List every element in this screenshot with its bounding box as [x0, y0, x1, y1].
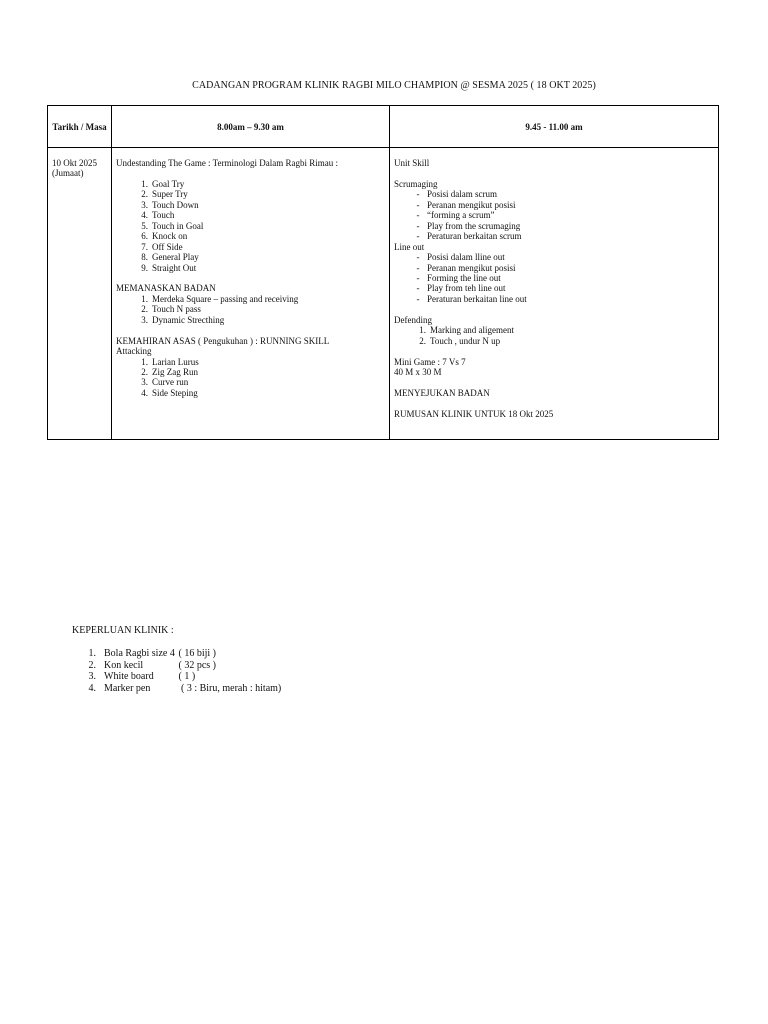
list-item-text: Play from the scrumaging: [427, 220, 521, 231]
defending-list: [394, 325, 714, 346]
list-item-text: Touch , undur N up: [430, 335, 501, 346]
requirement-qty: ( 1 ): [178, 671, 196, 683]
list-marker: -: [416, 262, 420, 273]
list-marker: 9.: [141, 262, 148, 273]
list-marker: -: [416, 231, 420, 242]
list-marker: -: [416, 272, 420, 283]
scrum-heading: Scrumaging: [394, 178, 438, 189]
list-marker: 4.: [141, 210, 148, 221]
list-item: [116, 179, 385, 189]
unit-skill-heading: Unit Skill: [394, 158, 430, 168]
warmup-list: [116, 294, 385, 325]
requirement-qty: ( 32 pcs ): [178, 659, 216, 671]
list-item: [116, 294, 385, 304]
requirement-name: Bola Ragbi size 4: [104, 648, 175, 660]
list-item: [116, 377, 385, 387]
document-title: CADANGAN PROGRAM KLINIK RAGBI MILO CHAMPION @ SESMA 2025 ( 18 OKT 2025): [192, 80, 596, 91]
list-item: [394, 336, 714, 346]
defending-heading: Defending: [394, 314, 432, 325]
list-item: [116, 252, 385, 262]
list-item: [116, 357, 385, 367]
list-item-text: Touch Down: [152, 199, 199, 210]
list-item: [394, 294, 714, 304]
list-marker: 4.: [88, 682, 96, 694]
day-text: (Jumaat): [52, 168, 84, 179]
list-item: [394, 189, 714, 199]
list-marker: 7.: [141, 241, 148, 252]
cooldown-text: MENYEJUKAN BADAN: [394, 387, 490, 398]
list-item-text: Touch N pass: [152, 304, 201, 315]
list-item-text: Side Steping: [152, 387, 198, 398]
requirement-item: [72, 683, 281, 695]
requirements-section: [72, 625, 281, 695]
list-item: [394, 273, 714, 283]
list-item-text: Super Try: [152, 189, 188, 200]
list-item-text: Zig Zag Run: [152, 367, 198, 378]
list-item: [116, 315, 385, 325]
requirement-qty: ( 3 : Biru, merah : hitam): [178, 682, 282, 694]
scrum-list: [394, 189, 714, 241]
list-item-text: Knock on: [152, 231, 188, 242]
list-item-text: Peraturan berkaitan line out: [427, 293, 527, 304]
list-item: [394, 200, 714, 210]
requirements-list: [72, 648, 281, 694]
list-marker: 1.: [88, 648, 96, 660]
list-item: [116, 231, 385, 241]
list-marker: 4.: [141, 387, 148, 398]
list-marker: 5.: [141, 220, 148, 231]
list-item: [116, 210, 385, 220]
list-marker: 3.: [141, 199, 148, 210]
list-marker: 1.: [419, 325, 426, 336]
field-size-text: 40 M x 30 M: [394, 367, 442, 378]
list-marker: 2.: [88, 659, 96, 671]
session-1-cell: [112, 148, 390, 440]
list-marker: 2.: [419, 335, 426, 346]
list-item: [394, 221, 714, 231]
list-item-text: Marking and aligement: [430, 325, 514, 336]
list-item: [116, 304, 385, 314]
list-item: [116, 388, 385, 398]
session-1-intro: Undestanding The Game : Terminologi Dalam Ragbi Rimau :: [116, 158, 338, 168]
list-item: [116, 367, 385, 377]
header-session-2: 9.45 - 11.00 am: [390, 106, 719, 148]
list-item: [394, 263, 714, 273]
list-item-text: Curve run: [152, 377, 189, 388]
session-2-cell: [390, 148, 719, 440]
list-item: [394, 210, 714, 220]
requirement-item: [72, 671, 281, 683]
list-item: [394, 283, 714, 293]
list-item-text: Touch: [152, 210, 175, 221]
list-item-text: General Play: [152, 252, 199, 263]
list-item: [116, 242, 385, 252]
warmup-heading: MEMANASKAN BADAN: [116, 283, 216, 294]
list-marker: 2.: [141, 304, 148, 315]
list-marker: -: [416, 220, 420, 231]
date-cell: [48, 148, 112, 440]
list-item-text: Straight Out: [152, 262, 197, 273]
list-item-text: Peranan mengikut posisi: [427, 262, 516, 273]
requirement-name: Kon kecil: [104, 659, 144, 671]
list-item-text: Peranan mengikut posisi: [427, 199, 516, 210]
list-marker: -: [416, 199, 420, 210]
list-marker: 8.: [141, 252, 148, 263]
list-item-text: Dynamic Strecthing: [152, 314, 225, 325]
list-item-text: Off Side: [152, 241, 183, 252]
list-item: [116, 263, 385, 273]
list-marker: 3.: [88, 671, 96, 683]
list-item-text: “forming a scrum”: [427, 210, 495, 221]
skill-subheading: Attacking: [116, 346, 152, 357]
list-item-text: Goal Try: [152, 178, 185, 189]
list-item: [394, 231, 714, 241]
lineout-list: [394, 252, 714, 304]
list-marker: 3.: [141, 314, 148, 325]
list-item: [116, 189, 385, 199]
list-marker: 6.: [141, 231, 148, 242]
list-marker: -: [416, 283, 420, 294]
list-item-text: Touch in Goal: [152, 220, 204, 231]
skill-heading: KEMAHIRAN ASAS ( Pengukuhan ) : RUNNING SKILL: [116, 335, 330, 346]
list-item-text: Forming the line out: [427, 272, 501, 283]
list-item: [116, 221, 385, 231]
header-session-1: 8.00am – 9.30 am: [112, 106, 390, 148]
mini-game-text: Mini Game : 7 Vs 7: [394, 356, 466, 367]
program-table: [47, 105, 719, 440]
skills-list: [116, 357, 385, 399]
requirement-name: Marker pen: [104, 682, 151, 694]
list-item-text: Merdeka Square – passing and receiving: [152, 293, 299, 304]
list-marker: 1.: [141, 356, 148, 367]
list-marker: 3.: [141, 377, 148, 388]
requirement-name: White board: [104, 671, 154, 683]
list-marker: -: [416, 210, 420, 221]
requirements-heading: KEPERLUAN KLINIK :: [72, 625, 174, 636]
list-marker: -: [416, 189, 420, 200]
list-marker: -: [416, 293, 420, 304]
requirement-item: [72, 660, 281, 672]
list-marker: 2.: [141, 367, 148, 378]
summary-text: RUMUSAN KLINIK UNTUK 18 Okt 2025: [394, 408, 554, 419]
list-item: [116, 200, 385, 210]
table-row: [48, 148, 719, 440]
list-item-text: Peraturan berkaitan scrum: [427, 231, 522, 242]
list-marker: 1.: [141, 293, 148, 304]
table-header-row: [48, 106, 719, 148]
lineout-heading: Line out: [394, 241, 425, 252]
list-marker: 1.: [141, 178, 148, 189]
list-item: [394, 325, 714, 335]
date-text: 10 Okt 2025: [52, 158, 97, 168]
header-date-time: Tarikh / Masa: [48, 106, 112, 148]
terms-list: [116, 179, 385, 273]
list-item-text: Posisi dalam lline out: [427, 252, 505, 263]
list-marker: 2.: [141, 189, 148, 200]
requirement-qty: ( 16 biji ): [178, 648, 216, 660]
list-item-text: Posisi dalam scrum: [427, 189, 497, 200]
list-item-text: Larian Lurus: [152, 356, 199, 367]
list-item-text: Play from teh line out: [427, 283, 506, 294]
list-marker: -: [416, 252, 420, 263]
list-item: [394, 252, 714, 262]
requirement-item: [72, 648, 281, 660]
